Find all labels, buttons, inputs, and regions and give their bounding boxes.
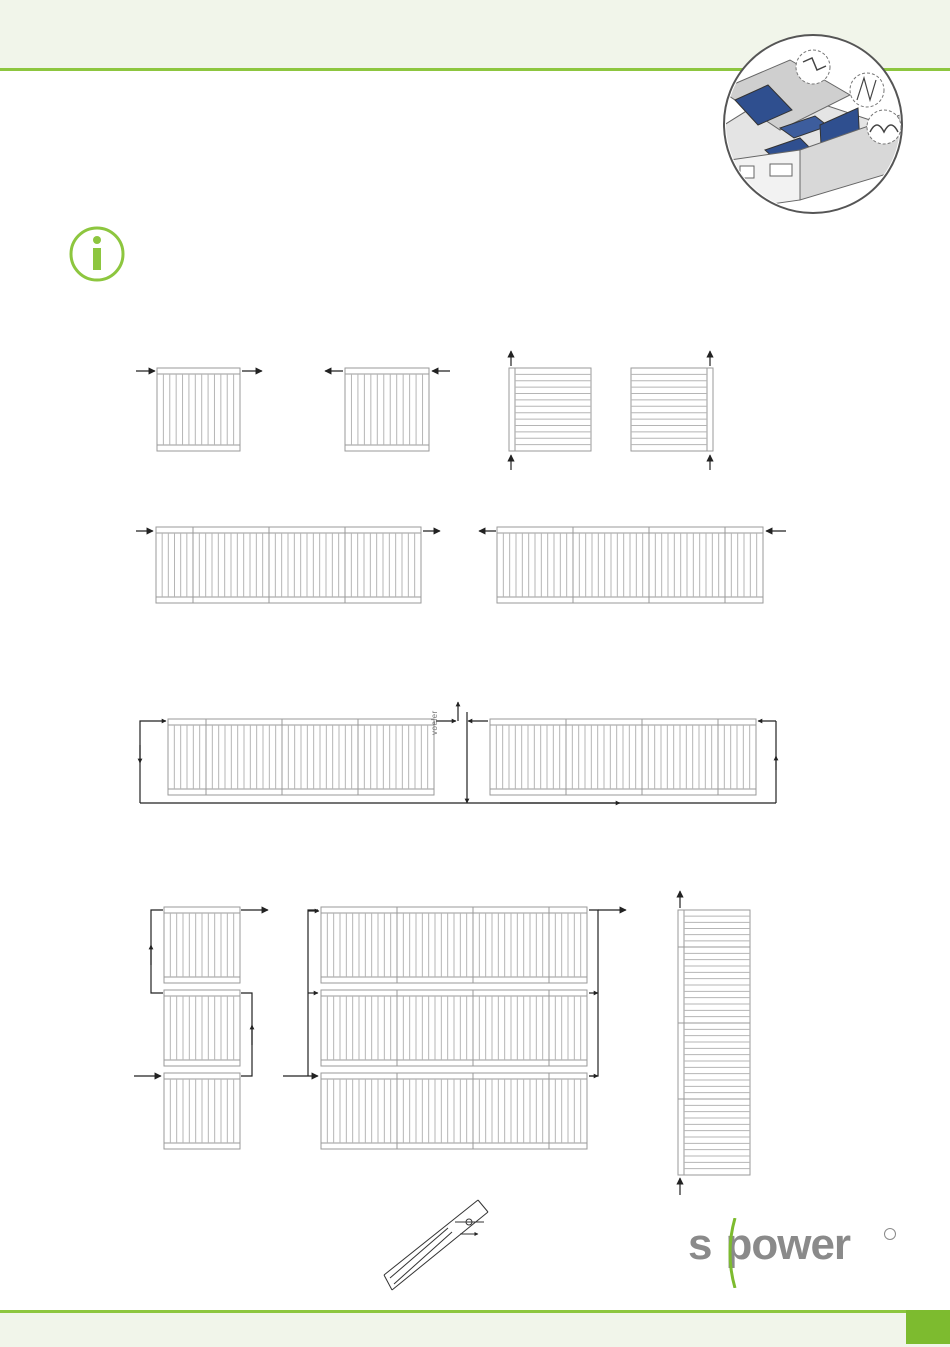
collector-panel <box>631 368 713 451</box>
collector-panel <box>678 1099 750 1175</box>
collector-panel <box>473 1073 549 1149</box>
collector-panel <box>345 368 429 451</box>
registered-mark-icon <box>884 1228 896 1240</box>
building-illustration <box>700 35 902 213</box>
collector-panel <box>678 1023 750 1099</box>
collector-panel <box>642 719 718 795</box>
collector-panel <box>678 947 750 1023</box>
collector-panel <box>509 368 591 451</box>
collector-panel <box>566 719 642 795</box>
collector-panel <box>269 527 345 603</box>
spower-logo <box>688 1218 908 1298</box>
collector-panel <box>206 719 282 795</box>
logo-swoosh-icon <box>725 1218 739 1288</box>
collector-panel <box>473 990 549 1066</box>
collector-tilt-detail <box>384 1200 488 1290</box>
collector-panel <box>193 527 269 603</box>
collector-panel <box>549 990 587 1066</box>
sensor-label: voeler <box>430 710 439 735</box>
collector-panel <box>549 1073 587 1149</box>
collector-panel <box>321 990 397 1066</box>
collector-panel <box>473 907 549 983</box>
collector-panel <box>497 527 573 603</box>
collector-panel <box>718 719 756 795</box>
collector-panel <box>321 1073 397 1149</box>
logo-wordmark: s power <box>688 1220 851 1269</box>
collector-panel <box>164 1073 240 1149</box>
collector-panel <box>164 990 240 1066</box>
collector-panel <box>358 719 434 795</box>
collector-panel <box>397 990 473 1066</box>
collector-panel <box>649 527 725 603</box>
collector-panel <box>156 527 193 603</box>
collector-panel <box>168 719 206 795</box>
collector-panel <box>345 527 421 603</box>
collector-panel <box>164 907 240 983</box>
collector-panel <box>549 907 587 983</box>
collector-panel <box>397 1073 473 1149</box>
collector-panel <box>321 907 397 983</box>
collector-panel <box>397 907 473 983</box>
collector-panel <box>490 719 566 795</box>
collector-panel <box>573 527 649 603</box>
collector-panel <box>678 910 750 947</box>
collector-panel <box>157 368 240 451</box>
collector-panel <box>725 527 763 603</box>
collector-panels <box>156 368 763 1175</box>
info-icon <box>71 228 123 280</box>
collector-panel <box>282 719 358 795</box>
